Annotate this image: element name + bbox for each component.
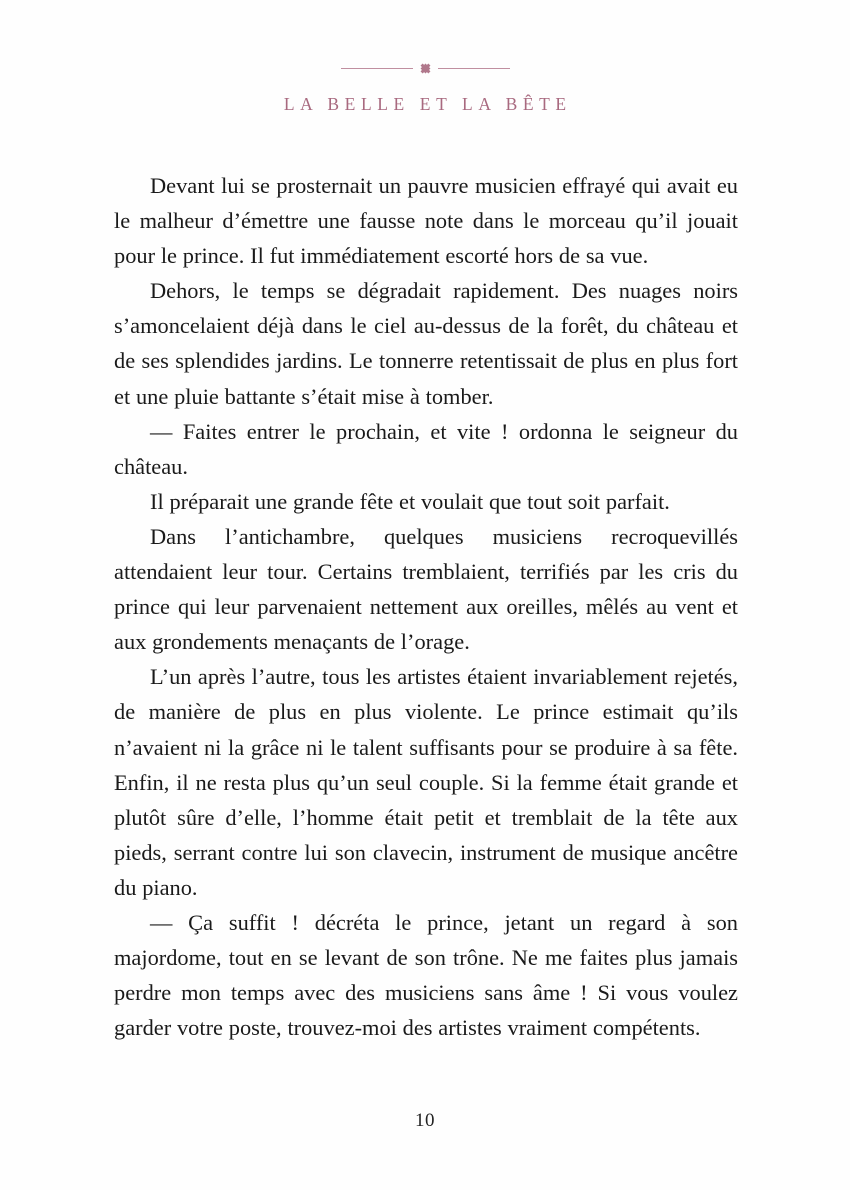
paragraph: L’un après l’autre, tous les artistes étaient invariablement rejetés, de manière de plus en plus violente. Le prince estimait qu’ils n’avaient ni la grâce ni le talent suffisants pour se produire à sa fête. Enfin, il ne resta plus qu’un seul couple. Si la femme était grande et plutôt sûre d’elle, l’homme était petit et tremblait de la tête aux pieds, serrant contre lui son clavecin, instrument de musique ancêtre du piano. <box>114 664 738 900</box>
paragraph: Dans l’antichambre, quelques musiciens recroquevillés attendaient leur tour. Certains tremblaient, terrifiés par les cris du prince qui leur parvenaient nettement aux oreilles, mêlés au vent et aux grondements menaçants de l’orage. <box>114 523 738 655</box>
paragraph: Il préparait une grande fête et voulait que tout soit parfait. <box>150 488 670 514</box>
paragraph: Dehors, le temps se dégradait rapidement. Des nuages noirs s’amoncelaient déjà dans le ciel au-dessus de la forêt, du château et de ses splendides jardins. Le tonnerre retentissait de plus en plus fort et une pluie battante s’était mise à tomber. <box>114 278 738 409</box>
running-head <box>0 58 850 115</box>
divider-rule-right <box>438 68 510 69</box>
divider-rule-left <box>341 68 413 69</box>
paragraph: Devant lui se prosternait un pauvre musicien effrayé qui avait eu le malheur d’émettre une fausse note dans le morceau qu’il jouait pour le prince. Il fut immédiatement escorté hors de sa vue. <box>114 173 738 269</box>
ornament-divider <box>0 58 850 78</box>
paragraph: — Ça suffit ! décréta le prince, jetant un regard à son majordome, tout en se levant de son trône. Ne me faites plus jamais perdre mon temps avec des musiciens sans âme ! Si vous voulez garder votre poste, trouvez-moi des artistes vraiment compétents. <box>114 909 738 1041</box>
diamond-ornament-icon <box>420 63 430 73</box>
paragraph: — Faites entrer le prochain, et vite ! ordonna le seigneur du château. <box>114 418 738 479</box>
page-number: 10 <box>415 1110 435 1131</box>
running-head-title: LA BELLE ET LA BÊTE <box>283 94 572 114</box>
body-text-block <box>114 168 738 1045</box>
